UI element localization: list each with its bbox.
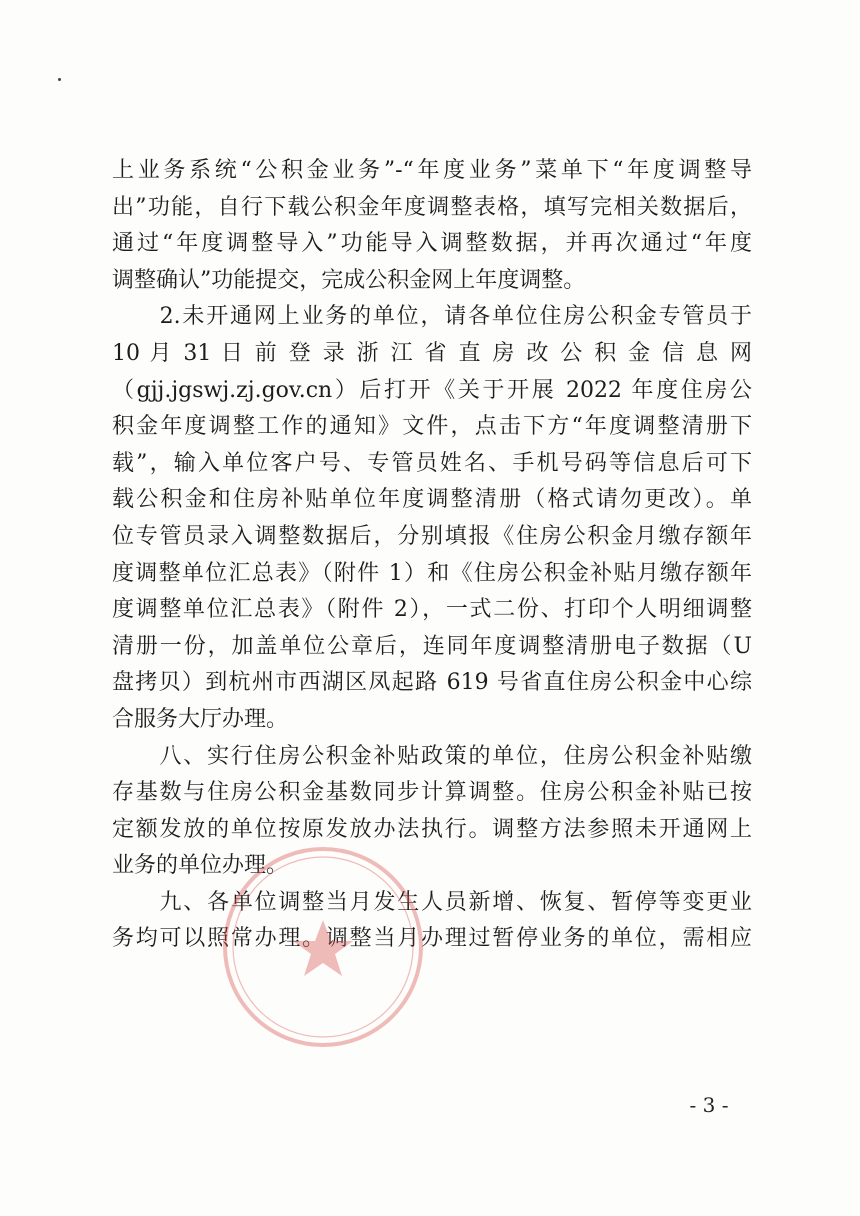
- text-line: （gjj.jgswj.zj.gov.cn）后打开《关于开展 2022 年度住房公: [112, 377, 752, 403]
- text-line: 2.未开通网上业务的单位，请各单位住房公积金专管员于: [112, 304, 752, 330]
- text-line: 度调整单位汇总表》（附件 2），一式二份、打印个人明细调整: [112, 597, 752, 623]
- text-line: 清册一份，加盖单位公章后，连同年度调整清册电子数据（U: [112, 633, 752, 659]
- text-line: 积金年度调整工作的通知》文件，点击下方“年度调整清册下: [112, 414, 752, 440]
- text-line: 上业务系统“公积金业务”-“年度业务”菜单下“年度调整导: [112, 158, 752, 183]
- scan-speck: [58, 78, 61, 81]
- body-text: [112, 153, 752, 958]
- text-line: 度调整单位汇总表》（附件 1）和《住房公积金补贴月缴存额年: [112, 560, 752, 586]
- text-line: 载”，输入单位客户号、专管员姓名、手机号码等信息后可下: [112, 450, 752, 476]
- text-line: 务均可以照常办理。调整当月办理过暂停业务的单位，需相应: [112, 926, 752, 952]
- text-line: 定额发放的单位按原发放办法执行。调整方法参照未开通网上: [112, 816, 752, 842]
- text-line: 通过“年度调整导入”功能导入调整数据，并再次通过“年度: [112, 231, 752, 257]
- text-line: 存基数与住房公积金基数同步计算调整。住房公积金补贴已按: [112, 780, 752, 806]
- text-line: 10 月 31 日 前 登 录 浙 江 省 直 房 改 公 积 金 信 息 网: [112, 340, 752, 366]
- text-line: 调整确认”功能提交，完成公积金网上年度调整。: [112, 267, 586, 293]
- text-line: 业务的单位办理。: [112, 853, 289, 879]
- text-line: 合服务大厅办理。: [112, 706, 289, 732]
- text-line: 八、实行住房公积金补贴政策的单位，住房公积金补贴缴: [112, 743, 752, 769]
- text-line: 出”功能，自行下载公积金年度调整表格，填写完相关数据后，: [112, 194, 752, 220]
- text-line: 九、各单位调整当月发生人员新增、恢复、暂停等变更业: [112, 889, 752, 915]
- page-number: - 3 -: [689, 1093, 729, 1117]
- text-line: 载公积金和住房补贴单位年度调整清册（格式请勿更改）。单: [112, 487, 752, 513]
- text-line: 盘拷贝）到杭州市西湖区凤起路 619 号省直住房公积金中心综: [112, 670, 752, 696]
- text-line: 位专管员录入调整数据后，分别填报《住房公积金月缴存额年: [112, 523, 752, 549]
